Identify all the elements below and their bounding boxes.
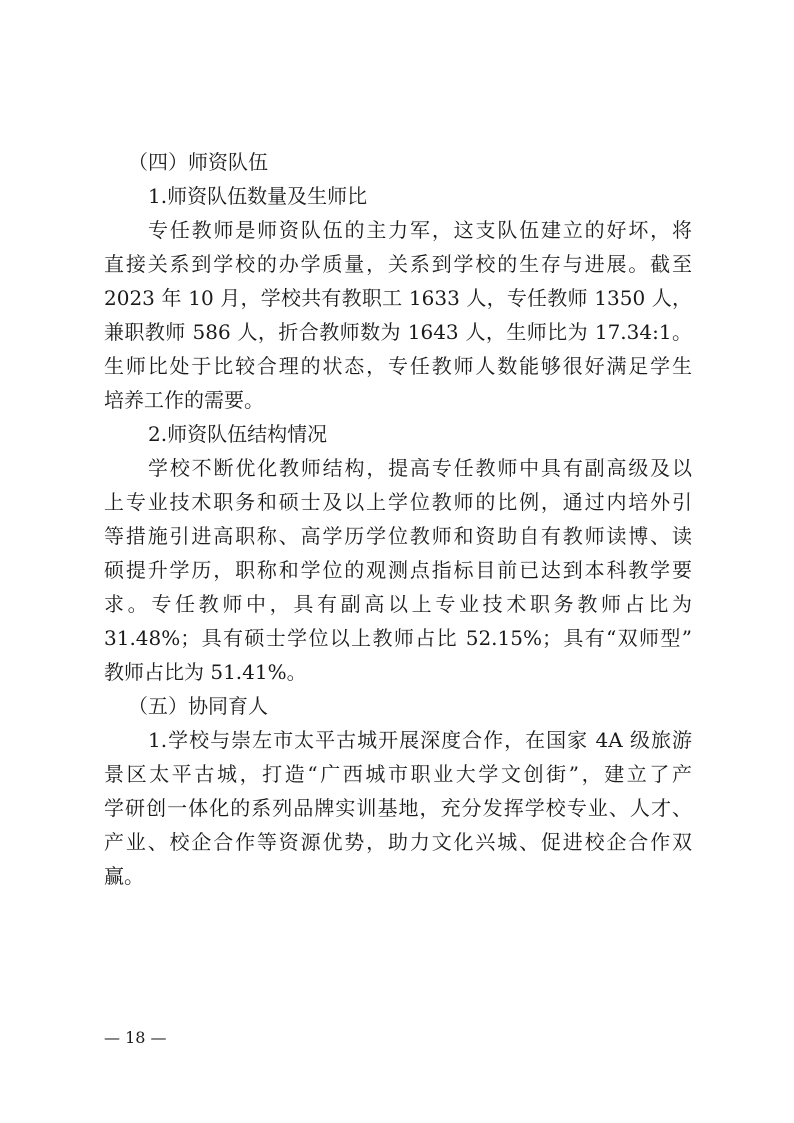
- subsection-title-faculty-structure: 2.师资队伍结构情况: [148, 422, 328, 446]
- paragraph-line: 培养工作的需要。: [104, 388, 264, 412]
- paragraph-line: 直接关系到学校的办学质量，关系到学校的生存与进展。截至: [104, 252, 692, 276]
- paragraph-line: 学研创一体化的系列品牌实训基地，充分发挥学校专业、人才、: [104, 796, 692, 820]
- paragraph-line: 31.48%；具有硕士学位以上教师占比 52.15%；具有“双师型”: [104, 626, 692, 650]
- paragraph-line: 赢。: [104, 864, 144, 888]
- paragraph-line: 求。专任教师中，具有副高以上专业技术职务教师占比为: [104, 592, 692, 616]
- paragraph-line: 生师比处于比较合理的状态，专任教师人数能够很好满足学生: [104, 354, 692, 378]
- paragraph-line: 学校不断优化教师结构，提高专任教师中具有副高级及以: [148, 456, 692, 480]
- paragraph-line: 上专业技术职务和硕士及以上学位教师的比例，通过内培外引: [104, 490, 692, 514]
- paragraph-line: 专任教师是师资队伍的主力军，这支队伍建立的好坏，将: [148, 218, 692, 242]
- page-number: — 18 —: [104, 1028, 167, 1047]
- section-heading-faculty: （四）师资队伍: [128, 150, 268, 174]
- paragraph-line: 硕提升学历，职称和学位的观测点指标目前已达到本科教学要: [104, 558, 692, 582]
- section-heading-collaborative-education: （五）协同育人: [128, 694, 268, 718]
- paragraph-line: 产业、校企合作等资源优势，助力文化兴城、促进校企合作双: [104, 830, 692, 854]
- paragraph-line: 教师占比为 51.41%。: [104, 660, 307, 684]
- paragraph-line: 等措施引进高职称、高学历学位教师和资助自有教师读博、读: [104, 524, 692, 548]
- paragraph-line: 1.学校与崇左市太平古城开展深度合作，在国家 4A 级旅游: [148, 728, 692, 752]
- paragraph-line: 景区太平古城，打造“广西城市职业大学文创街”，建立了产: [104, 762, 692, 786]
- document-body: [104, 145, 692, 893]
- subsection-title-faculty-count: 1.师资队伍数量及生师比: [148, 184, 368, 208]
- paragraph-line: 兼职教师 586 人，折合教师数为 1643 人，生师比为 17.34:1。: [104, 320, 692, 344]
- paragraph-line: 2023 年 10 月，学校共有教职工 1633 人，专任教师 1350 人，: [104, 286, 692, 310]
